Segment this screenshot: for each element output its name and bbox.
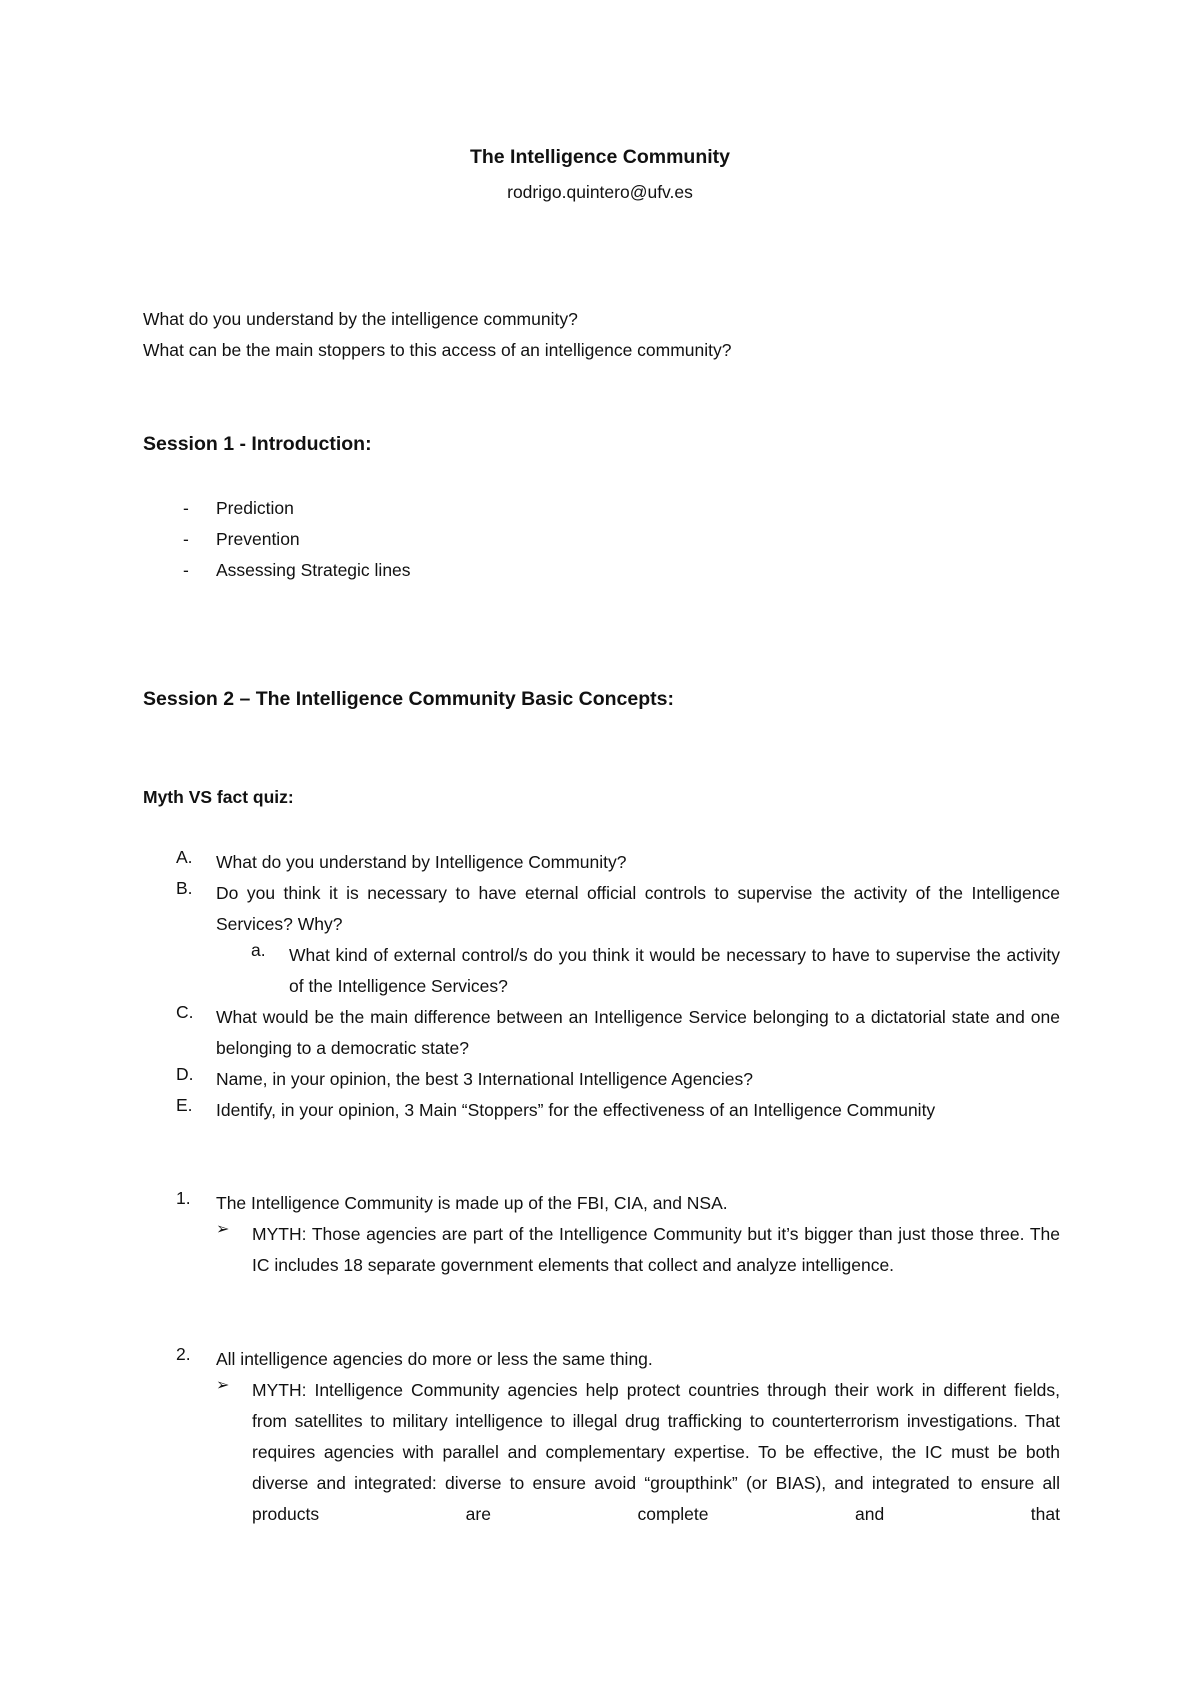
intro-question-1: What do you understand by the intelligence community? [143, 309, 578, 329]
quiz-question [176, 878, 1060, 940]
list-item [183, 529, 300, 550]
myth-statement-text: The Intelligence Community is made up of the FBI, CIA, and NSA. [216, 1193, 728, 1213]
myth-number: 2. [176, 1344, 191, 1364]
question-marker: A. [176, 847, 193, 867]
myth-answer-text: MYTH: Those agencies are part of the Intelligence Community but it’s bigger than just those three. The IC includes 18 separate government elements that collect and analyze intelligence. [252, 1224, 1060, 1275]
intro-question-2: What can be the main stoppers to this access of an intelligence community? [143, 340, 732, 360]
question-marker: D. [176, 1064, 194, 1084]
question-text: What would be the main difference between an Intelligence Service belonging to a dictatorial state and one belonging to a democratic state? [216, 1007, 1060, 1058]
list-item [183, 498, 294, 519]
quiz-question [176, 1095, 1060, 1126]
list-item-text: Prevention [216, 529, 300, 549]
quiz-question [176, 847, 1060, 878]
quiz-question [176, 1002, 1060, 1064]
myth-statement [176, 1188, 1060, 1219]
quiz-subquestion [251, 940, 1060, 1002]
subquestion-text: What kind of external control/s do you think it would be necessary to have to supervise the activity of the Intelligence Services? [289, 945, 1060, 996]
question-text: Name, in your opinion, the best 3 International Intelligence Agencies? [216, 1069, 754, 1089]
dash-marker: - [183, 498, 189, 518]
list-item-text: Prediction [216, 498, 294, 518]
myth-answer [216, 1375, 1060, 1530]
question-text: Do you think it is necessary to have eternal official controls to supervise the activity of the Intelligence Services? Why? [216, 883, 1060, 934]
quiz-heading: Myth VS fact quiz: [143, 787, 294, 807]
list-item [183, 560, 411, 581]
dash-marker: - [183, 529, 189, 549]
myth-answer-text: MYTH: Intelligence Community agencies help protect countries through their work in different fields, from satellites to military intelligence to illegal drug trafficking to counterterrorism investigations. That requires agencies with parallel and complementary expertise. To be effective, the IC must be both diverse and integrated: diverse to ensure avoid “groupthink” (or BIAS), and integrated to ensure all products are complete and that [252, 1380, 1060, 1524]
document-title: The Intelligence Community [469, 146, 731, 168]
author-email: rodrigo.quintero@ufv.es [507, 182, 693, 202]
session-1-heading: Session 1 - Introduction: [143, 433, 372, 455]
question-marker: E. [176, 1095, 193, 1115]
myth-statement [176, 1344, 1060, 1375]
quiz-question [176, 1064, 1060, 1095]
myth-number: 1. [176, 1188, 191, 1208]
question-marker: B. [176, 878, 193, 898]
question-marker: C. [176, 1002, 194, 1022]
myth-answer [216, 1219, 1060, 1281]
dash-marker: - [183, 560, 189, 580]
arrow-bullet-icon: ➢ [216, 1377, 230, 1394]
arrow-bullet-icon: ➢ [216, 1221, 230, 1238]
list-item-text: Assessing Strategic lines [216, 560, 411, 580]
question-text: What do you understand by Intelligence Community? [216, 852, 627, 872]
session-2-heading: Session 2 – The Intelligence Community Basic Concepts: [143, 688, 674, 710]
question-text: Identify, in your opinion, 3 Main “Stoppers” for the effectiveness of an Intelligence Community [216, 1100, 936, 1120]
subquestion-marker: a. [251, 940, 266, 960]
myth-statement-text: All intelligence agencies do more or less the same thing. [216, 1349, 653, 1369]
